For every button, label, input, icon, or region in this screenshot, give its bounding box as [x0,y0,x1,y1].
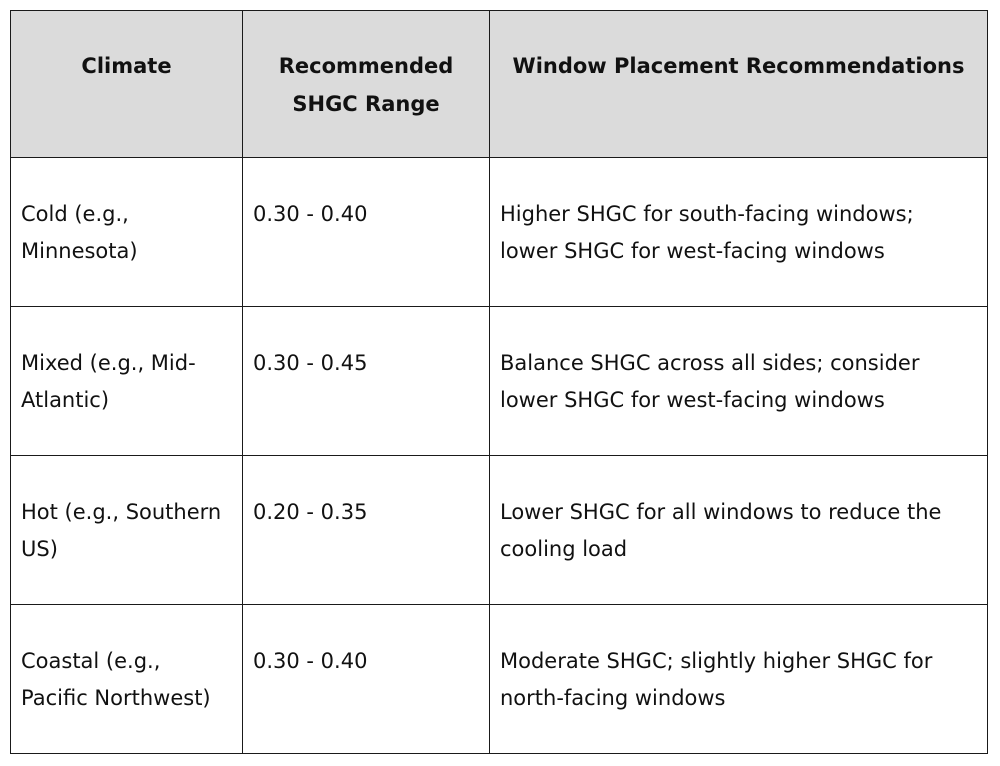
cell-recommendation: Lower SHGC for all windows to reduce the cooling load [490,456,988,605]
table-row [11,605,988,754]
cell-shgc-range: 0.30 - 0.40 [243,605,490,754]
cell-shgc-range: 0.30 - 0.45 [243,307,490,456]
table-header [11,11,988,158]
cell-climate: Cold (e.g., Minnesota) [11,158,243,307]
cell-recommendation: Balance SHGC across all sides; consider lower SHGC for west-facing windows [490,307,988,456]
header-row [11,11,988,158]
cell-shgc-range: 0.30 - 0.40 [243,158,490,307]
cell-climate: Hot (e.g., Southern US) [11,456,243,605]
table-row [11,307,988,456]
header-window-placement-label: Window Placement Recommendations [512,54,965,78]
table-body [11,158,988,754]
table-row [11,158,988,307]
cell-shgc-range: 0.20 - 0.35 [243,456,490,605]
cell-climate: Mixed (e.g., Mid-Atlantic) [11,307,243,456]
cell-recommendation: Higher SHGC for south-facing windows; lower SHGC for west-facing windows [490,158,988,307]
header-climate [11,11,243,158]
table-row [11,456,988,605]
cell-recommendation: Moderate SHGC; slightly higher SHGC for north-facing windows [490,605,988,754]
header-climate-label: Climate [81,54,172,78]
header-shgc-range-label: Recommended SHGC Range [278,54,454,116]
cell-climate: Coastal (e.g., Pacific Northwest) [11,605,243,754]
shgc-table [10,10,988,754]
header-window-placement [490,11,988,158]
header-shgc-range [243,11,490,158]
